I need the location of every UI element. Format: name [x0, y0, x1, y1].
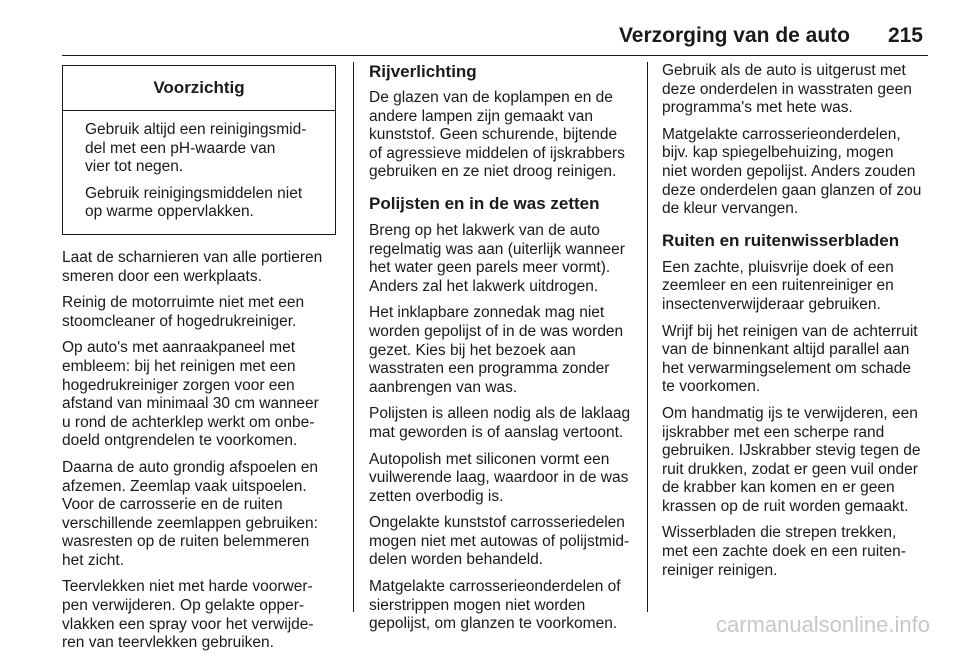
page-header: [0, 0, 960, 56]
paragraph: De glazen van de koplampen en de andere lampen zijn gemaakt van kunststof. Geen schurende, bijtende of agressieve middelen of ijskrabbers gebruiken en ze niet droog reinigen.: [369, 89, 625, 181]
paragraph: Polijsten is alleen nodig als de laklaag mat geworden is of aanslag vertoont.: [369, 405, 631, 441]
caution-title: Voorzichtig: [63, 66, 335, 111]
paragraph: Een zachte, pluisvrije doek of een zeemleer en een ruitenreiniger en insectenverwijderaar gebruiken.: [662, 258, 894, 313]
heading-ruiten: Ruiten en ruitenwisserbladen: [662, 230, 900, 250]
section-title: Verzorging van de auto: [618, 24, 850, 47]
paragraph: Matgelakte carrosserieonderdelen, bijv. kap spiegelbehuizing, mogen niet worden gepolijst. Anders zouden deze onderdelen gaan glanzen of zou de kleur vervangen.: [662, 125, 922, 218]
paragraph: Matgelakte carrosserieonderdelen of sierstrippen mogen niet worden gepolijst, om glanzen te voorkomen.: [369, 578, 621, 633]
paragraph: Gebruik als de auto is uitgerust met deze onderdelen in wasstraten geen programma's met hete was.: [662, 62, 912, 117]
column-2: [369, 62, 633, 642]
paragraph: Het inklapbare zonnedak mag niet worden gepolijst of in de was worden gezet. Kies bij het bezoek aan wasstraten een programma zonder aanbrengen van was.: [369, 304, 624, 396]
caution-box: [62, 65, 336, 235]
paragraph: Op auto's met aanraakpaneel met embleem: bij het reinigen met een hogedrukreiniger zorgen voor een afstand van minimaal 30 cm wanneer u rond de achterklep werkt om onbe- doeld ontgrendelen te voorkomen.: [62, 339, 319, 450]
heading-polijsten: Polijsten en in de was zetten: [369, 193, 600, 213]
paragraph: Daarna de auto grondig afspoelen en afzemen. Zeemlap vaak uitspoelen. Voor de carrosserie en de ruiten verschillende zeemlappen gebruiken: wasresten op de ruiten belemmeren het zicht.: [62, 458, 318, 569]
paragraph: Ongelakte kunststof carrosseriedelen mogen niet met autowas of polijstmid- delen worden behandeld.: [369, 514, 630, 569]
page-number: 215: [887, 24, 923, 47]
paragraph: Autopolish met siliconen vormt een vuilwerende laag, waardoor in de was zetten overbodig is.: [369, 450, 629, 505]
column-1: [62, 62, 338, 661]
column-divider-2: [647, 62, 648, 612]
watermark: carmanualsonline.info: [715, 612, 930, 637]
header-divider: [62, 55, 928, 56]
caution-body: [63, 111, 335, 234]
column-divider-1: [353, 62, 354, 612]
paragraph: Reinig de motorruimte niet met een stoomcleaner of hogedrukreiniger.: [62, 294, 305, 330]
paragraph: Om handmatig ijs te verwijderen, een ijskrabber met een scherpe rand gebruiken. IJskrabber stevig tegen de ruit drukken, zodat er geen vuil onder de krabber kan komen en er geen krassen op de ruit worden gemaakt.: [662, 404, 921, 515]
paragraph: Wisserbladen die strepen trekken, met een zachte doek en een ruiten- reiniger reinigen.: [662, 524, 906, 579]
paragraph: Teervlekken niet met harde voorwer- pen verwijderen. Op gelakte opper- vlakken een spray voor het verwijde- ren van teervlekken gebruiken.: [62, 578, 314, 652]
caution-paragraph: Gebruik altijd een reinigingsmid- del met een pH-waarde van vier tot negen.: [85, 121, 307, 176]
paragraph: Breng op het lakwerk van de auto regelmatig was aan (uiterlijk wanneer het water geen parels meer vormt). Anders zal het lakwerk uitdrogen.: [369, 221, 625, 295]
heading-rijverlichting: Rijverlichting: [369, 62, 477, 81]
caution-paragraph: Gebruik reinigingsmiddelen niet op warme oppervlakken.: [85, 184, 303, 221]
paragraph: Wrijf bij het reinigen van de achterruit van de binnenkant altijd parallel aan het verwarmingselement om schade te voorkomen.: [662, 322, 918, 396]
column-3: [662, 62, 928, 588]
paragraph: Laat de scharnieren van alle portieren smeren door een werkplaats.: [62, 248, 323, 285]
